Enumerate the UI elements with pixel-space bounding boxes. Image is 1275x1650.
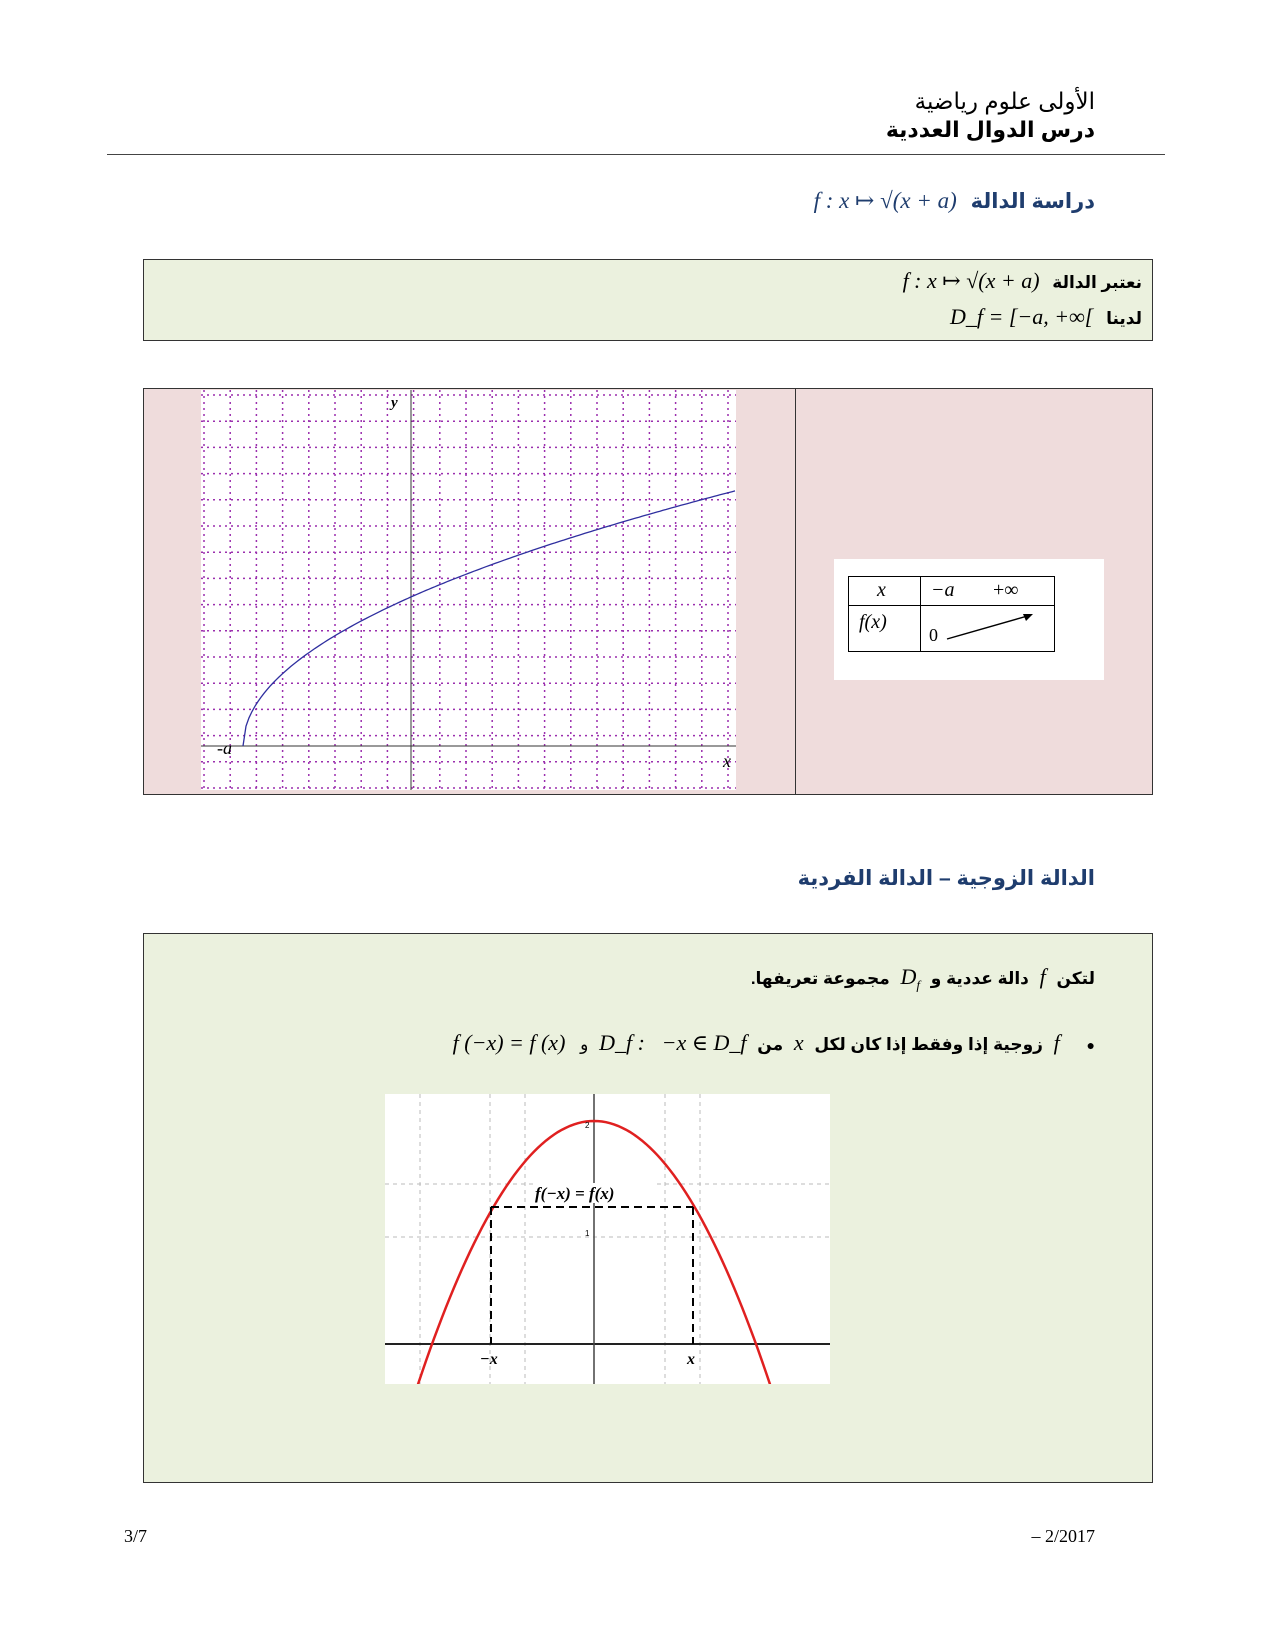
domain-formula: D_f = [−a, +∞[ <box>950 304 1094 329</box>
domain-line <box>950 304 1142 330</box>
intro-domain: مجموعة تعريفها. <box>750 969 890 988</box>
x-axis-label: x <box>723 751 731 771</box>
intro-numeric: دالة عددية و <box>930 969 1029 988</box>
def-text1: زوجية إذا وفقط إذا كان لكل <box>814 1035 1043 1054</box>
table-x-start: −a <box>931 579 955 601</box>
even-intro <box>751 964 1095 993</box>
def-and: و <box>580 1035 589 1054</box>
header-divider <box>107 154 1165 155</box>
intro-let: لتكن <box>1056 969 1095 988</box>
origin-a-label: -a <box>217 738 232 758</box>
y-axis-label: y <box>391 395 398 411</box>
definition-box <box>143 259 1153 341</box>
intro-Df: $D_f$ <box>900 964 921 993</box>
table-x-header: x <box>877 579 886 601</box>
section1-title-text: دراسة الدالة <box>970 190 1095 213</box>
increasing-arrow <box>939 609 1049 649</box>
consider-line <box>903 268 1142 294</box>
def-cond1: D_f : <box>599 1030 645 1055</box>
tick-2-label: 2 <box>585 1121 590 1130</box>
even-definition <box>453 1030 1095 1056</box>
variation-table-panel <box>834 559 1104 680</box>
header-lesson-title: درس الدوال العددية <box>885 117 1095 142</box>
sqrt-graph <box>201 390 736 790</box>
consider-label: نعتبر الدالة <box>1052 273 1142 292</box>
table-f-start: 0 <box>929 625 938 645</box>
table-x-end: +∞ <box>993 579 1019 601</box>
def-text2: من <box>757 1035 784 1054</box>
domain-label: لدينا <box>1106 309 1142 328</box>
def-x: x <box>793 1030 804 1055</box>
table-col-divider <box>920 577 921 651</box>
even-function-graph <box>385 1094 830 1384</box>
section1-title <box>814 188 1095 214</box>
graph2-background <box>385 1094 830 1384</box>
section1-title-formula: f : x ↦ √(x + a) <box>813 188 957 213</box>
box-divider <box>795 389 796 794</box>
pos-x-label: x <box>687 1351 695 1368</box>
header-level: الأولى علوم رياضية <box>914 88 1095 114</box>
graph2-annotation: f(−x) = f(x) <box>535 1184 615 1203</box>
table-row-divider <box>849 605 1054 606</box>
neg-x-label: −x <box>480 1351 498 1368</box>
page-number: 3/7 <box>124 1526 148 1546</box>
graph-background <box>201 390 736 790</box>
tick-1-label: 1 <box>585 1229 590 1238</box>
def-equation: f (−x) = f (x) <box>452 1030 566 1055</box>
def-cond2: −x ∈ D_f <box>661 1030 747 1055</box>
footer-year: – 2/2017 <box>1031 1526 1095 1546</box>
intro-f: f <box>1039 964 1046 989</box>
bullet: ● <box>1086 1037 1095 1053</box>
table-fx-header: f(x) <box>859 611 887 633</box>
consider-formula: f : x ↦ √(x + a) <box>902 268 1040 293</box>
section2-title: الدالة الزوجية – الدالة الفردية <box>797 867 1095 890</box>
def-f: f <box>1053 1030 1060 1055</box>
variation-table <box>848 576 1055 652</box>
